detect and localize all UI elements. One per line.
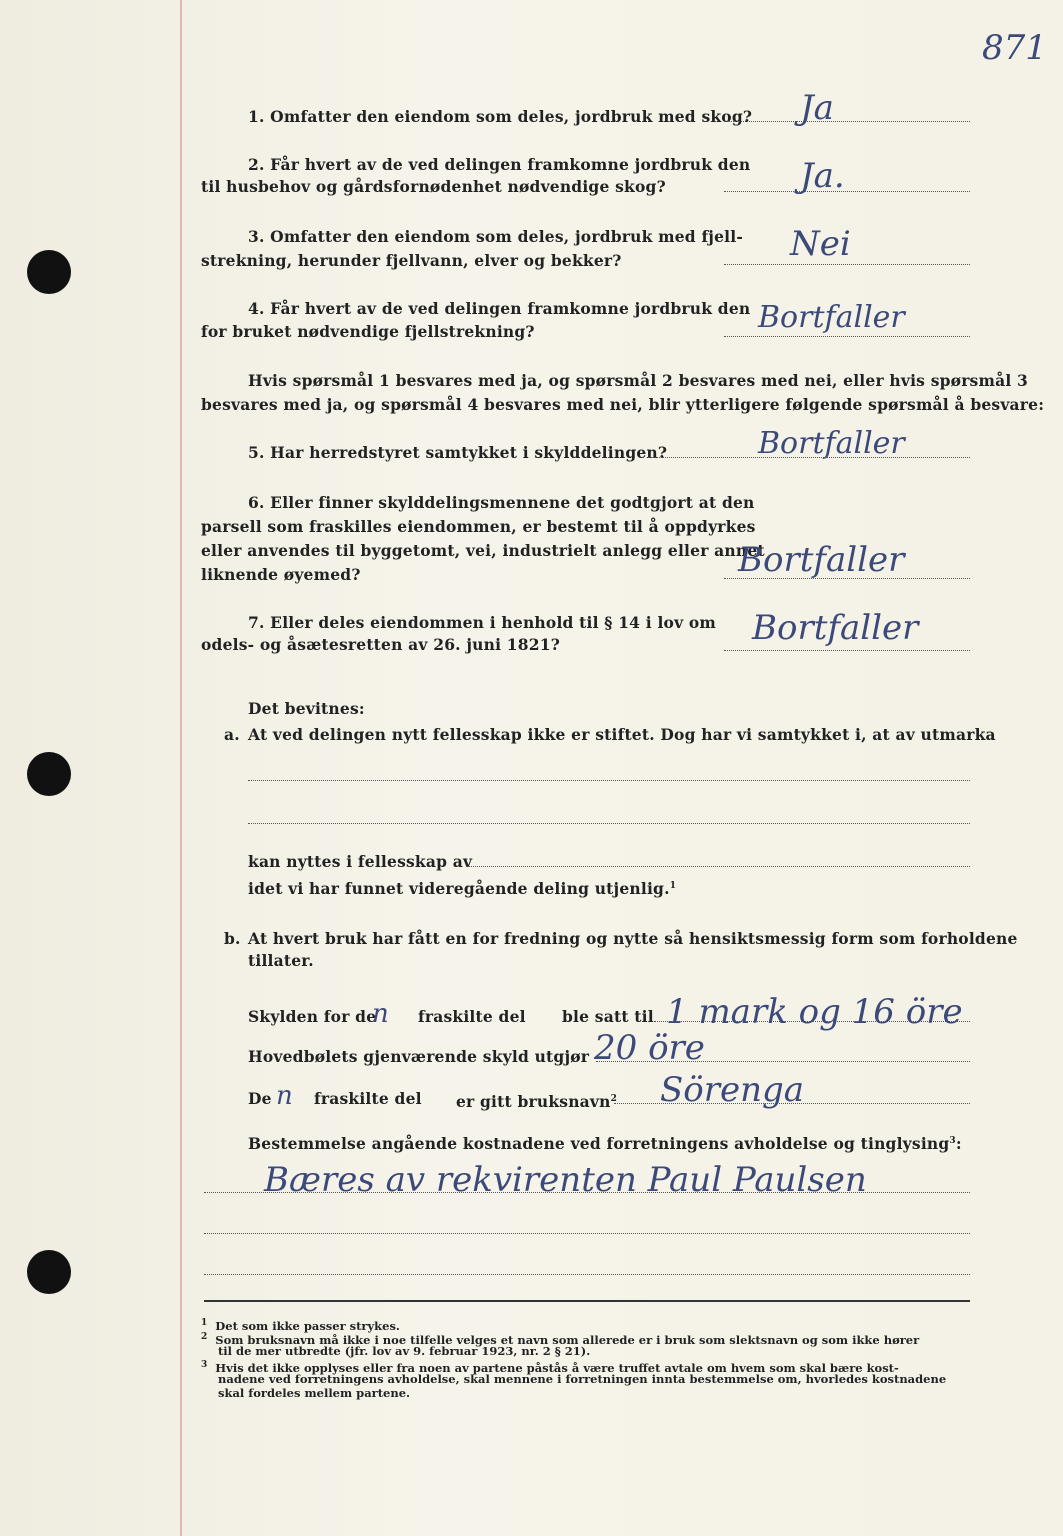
attest-a-blank-2 [248,823,970,824]
answer-line-7 [724,650,970,651]
punch-hole-bottom [27,1250,71,1294]
attest-a-blank-1 [248,780,970,781]
cost-label: Bestemmelse angående kostnadene ved forretningens avholdelse og tinglysing$^3$: [248,1134,962,1154]
name-label: er gitt bruksnavn$^2$ [456,1092,618,1112]
attest-a-use-blank [466,866,970,867]
answer-5: Bortfaller [758,426,905,461]
footnote-3-line-2: nadene ved forretningens avholdelse, skal mennene i forretningen innta bestemmelse om, hvorledes kostnadene [218,1372,947,1386]
skyld-prefix: Skylden for de [248,1007,377,1026]
cost-line-3 [204,1274,970,1275]
cost-line-1 [204,1192,970,1193]
attest-a-use: kan nyttes i fellesskap av [248,852,473,871]
punch-hole-middle [27,752,71,796]
punch-hole-top [27,250,71,294]
name-prefix: De [248,1089,272,1108]
farm-name: Sörenga [660,1070,805,1110]
answer-7: Bortfaller [752,608,919,648]
condition-line-2: besvares med ja, og spørsmål 4 besvares med nei, blir ytterligere følgende spørsmål å besvare: [201,395,1045,414]
answer-1: Ja [800,88,834,128]
question-6-line-4: liknende øyemed? [201,565,361,584]
skyld-value: 1 mark og 16 öre [666,992,963,1032]
answer-3: Nei [790,224,851,264]
footnote-3-line-1: $^3$ Hvis det ikke opplyses eller fra noen av partene påstås å være truffet avtale om hvem som skal bære kost- [201,1360,899,1375]
attest-b-label: b. [224,929,241,948]
attest-b-line-1: At hvert bruk har fått en for fredning og nytte så hensiktsmessig form som forholdene [248,929,1018,948]
cost-decision: Bæres av rekvirenten Paul Paulsen [264,1160,867,1200]
answer-6: Bortfaller [738,540,905,580]
attest-a-text: At ved delingen nytt fellesskap ikke er stiftet. Dog har vi samtykket i, at av utmarka [248,725,996,744]
attest-heading: Det bevitnes: [248,699,365,718]
footnote-1: $^1$ Det som ikke passer strykes. [201,1318,400,1333]
footnote-2-line-2: til de mer utbredte (jfr. lov av 9. februar 1923, nr. 2 § 21). [218,1344,591,1358]
question-6-line-3: eller anvendes til byggetomt, vei, industrielt anlegg eller annet [201,541,765,560]
question-1: 1. Omfatter den eiendom som deles, jordbruk med skog? [248,107,753,126]
footnote-2-line-1: $^2$ Som bruksnavn må ikke i noe tilfelle velges et navn som allerede er i bruk som slektsnavn og som ikke hører [201,1332,920,1347]
question-3-line-2: strekning, herunder fjellvann, elver og bekker? [201,251,622,270]
answer-2: Ja. [800,156,845,196]
footnote-rule [204,1300,970,1302]
question-4-line-1: 4. Får hvert av de ved delingen framkomne jordbruk den [248,299,751,318]
question-5: 5. Har herredstyret samtykket i skylddelingen? [248,443,668,462]
question-7-line-1: 7. Eller deles eiendommen i henhold til § 14 i lov om [248,613,717,632]
footnote-3-line-3: skal fordeles mellem partene. [218,1386,411,1400]
answer-line-2 [724,191,970,192]
answer-line-3 [724,264,970,265]
margin-line [180,0,182,1536]
skyld-set-to: ble satt til [562,1007,654,1026]
attest-b-line-2: tillater. [248,951,314,970]
page-number: 871 [982,28,1047,68]
cost-line-2 [204,1233,970,1234]
question-4-line-2: for bruket nødvendige fjellstrekning? [201,322,535,341]
name-mid: fraskilte del [314,1089,422,1108]
question-7-line-2: odels- og åsætesretten av 26. juni 1821? [201,635,561,654]
question-2-line-1: 2. Får hvert av de ved delingen framkomne jordbruk den [248,155,751,174]
attest-a-reason: idet vi har funnet videregående deling utjenlig.$^1$ [248,879,677,899]
skyld-prefix-handwritten: n [372,999,389,1029]
main-farm-label: Hovedbølets gjenværende skyld utgjør [248,1047,590,1066]
condition-line-1: Hvis spørsmål 1 besvares med ja, og spørsmål 2 besvares med nei, eller hvis spørsmål 3 [248,371,1028,390]
question-6-line-2: parsell som fraskilles eiendommen, er bestemt til å oppdyrkes [201,517,756,536]
question-2-line-2: til husbehov og gårdsfornødenhet nødvendige skog? [201,177,666,196]
attest-a-label: a. [224,725,240,744]
question-3-line-1: 3. Omfatter den eiendom som deles, jordbruk med fjell- [248,227,743,246]
answer-line-1 [724,121,970,122]
question-6-line-1: 6. Eller finner skylddelingsmennene det godtgjort at den [248,493,755,512]
skyld-mid: fraskilte del [418,1007,526,1026]
name-prefix-handwritten: n [276,1081,293,1111]
main-farm-value: 20 öre [594,1028,705,1068]
answer-4: Bortfaller [758,300,905,335]
